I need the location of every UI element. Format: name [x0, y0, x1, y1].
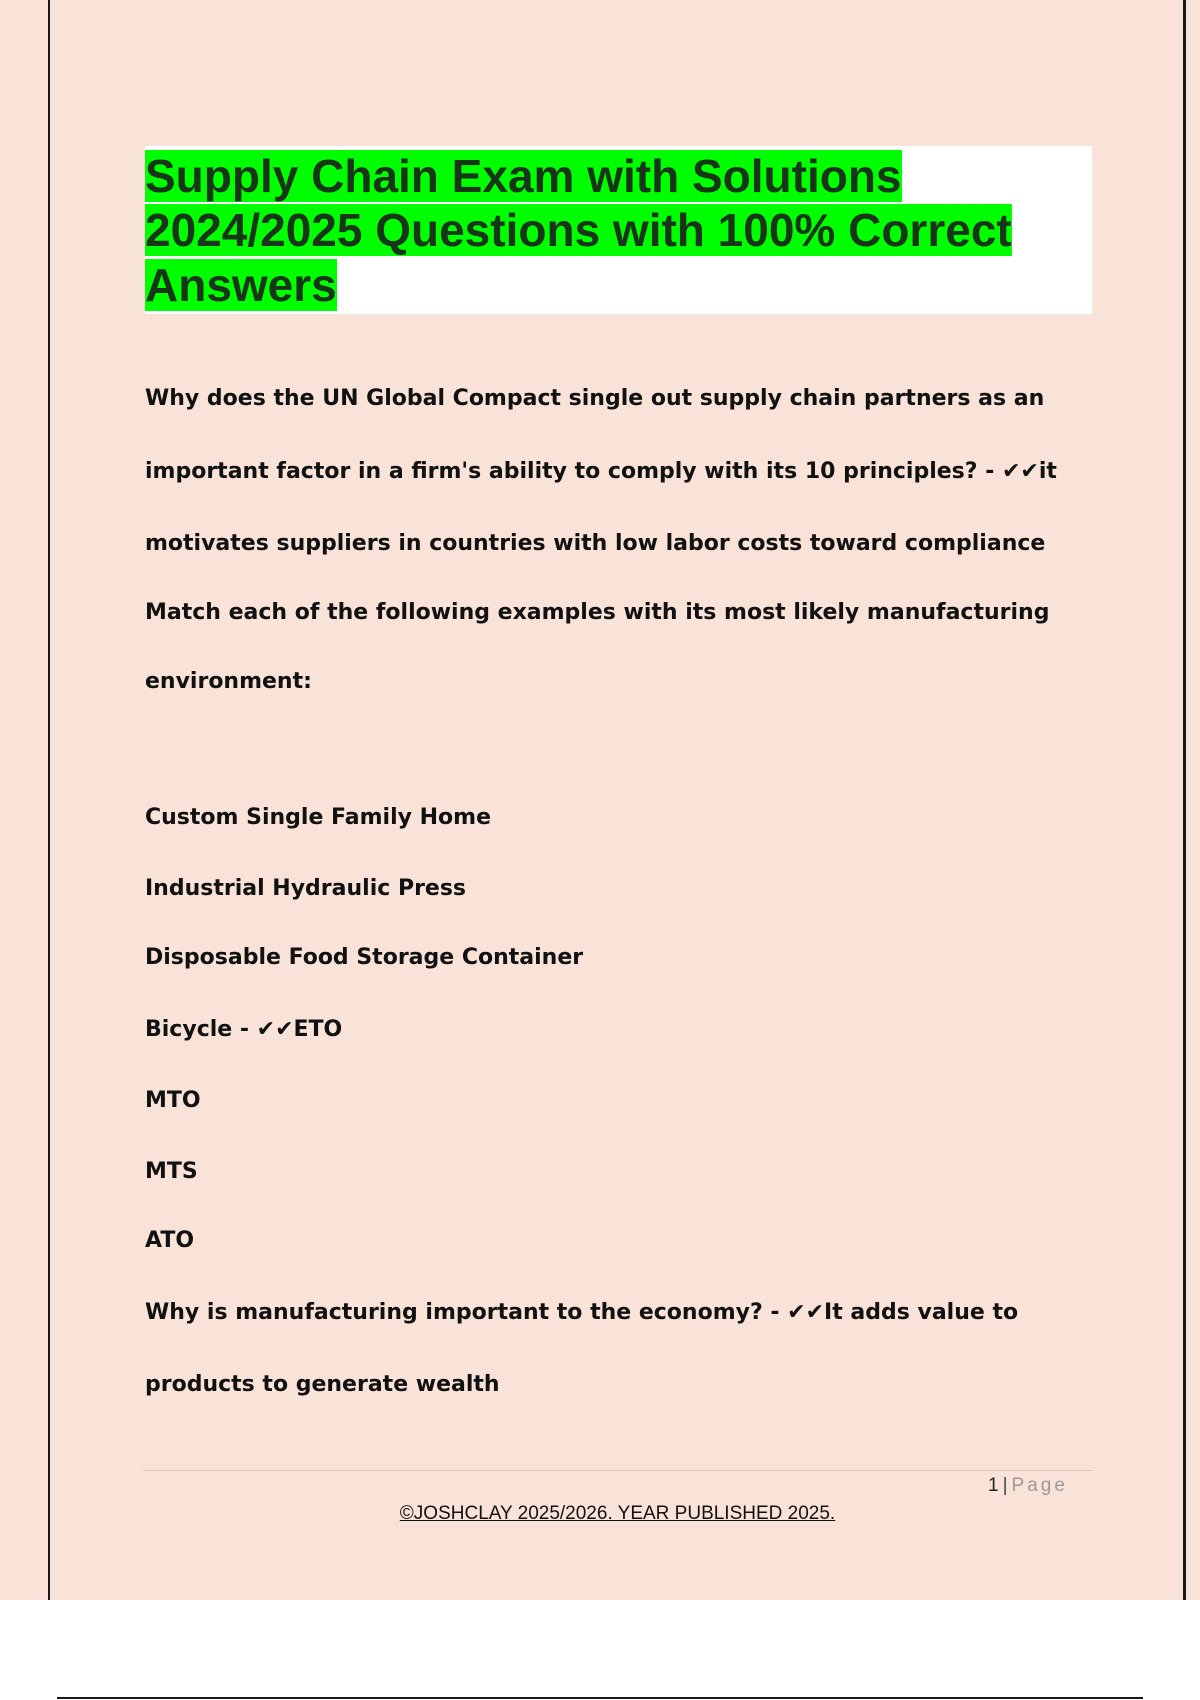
copyright-notice: ©JOSHCLAY 2025/2026. YEAR PUBLISHED 2025. — [399, 1503, 836, 1524]
page-gap — [0, 1600, 1200, 1700]
page-right-border — [1183, 0, 1186, 1600]
next-page-border — [57, 1697, 1143, 1699]
page-left-border — [48, 0, 50, 1600]
match-item-2: Industrial Hydraulic Press — [145, 876, 467, 901]
title-line-2: 2024/2025 Questions with 100% Correct — [145, 204, 1012, 256]
match-option-1: MTO — [145, 1088, 201, 1113]
answer-3-line: products to generate wealth — [145, 1372, 500, 1397]
match-option-2: MTS — [145, 1159, 198, 1184]
title-line-3: Answers — [145, 259, 337, 311]
page-number — [988, 1474, 1068, 1498]
page-label: Page — [1011, 1475, 1068, 1496]
match-item-3: Disposable Food Storage Container — [145, 945, 584, 970]
page-number-separator: | — [1002, 1475, 1008, 1496]
page-number-value: 1 — [988, 1475, 999, 1496]
match-option-3: ATO — [145, 1228, 195, 1253]
footer-divider — [143, 1470, 1093, 1471]
question-1-line-1: Why does the UN Global Compact single out supply chain partners as an — [145, 386, 1045, 411]
match-item-1: Custom Single Family Home — [145, 805, 491, 830]
question-1-line-2: important factor in a firm's ability to comply with its 10 principles? - ✔✔it — [145, 459, 1057, 484]
question-2-line-2: environment: — [145, 669, 312, 694]
answer-1-line: motivates suppliers in countries with low labor costs toward compliance — [145, 531, 1046, 556]
title-line-1: Supply Chain Exam with Solutions — [145, 150, 902, 202]
question-2-line-1: Match each of the following examples with its most likely manufacturing — [145, 600, 1050, 625]
match-item-4: Bicycle - ✔✔ETO — [145, 1017, 343, 1042]
question-3-line-1: Why is manufacturing important to the economy? - ✔✔It adds value to — [145, 1300, 1019, 1325]
